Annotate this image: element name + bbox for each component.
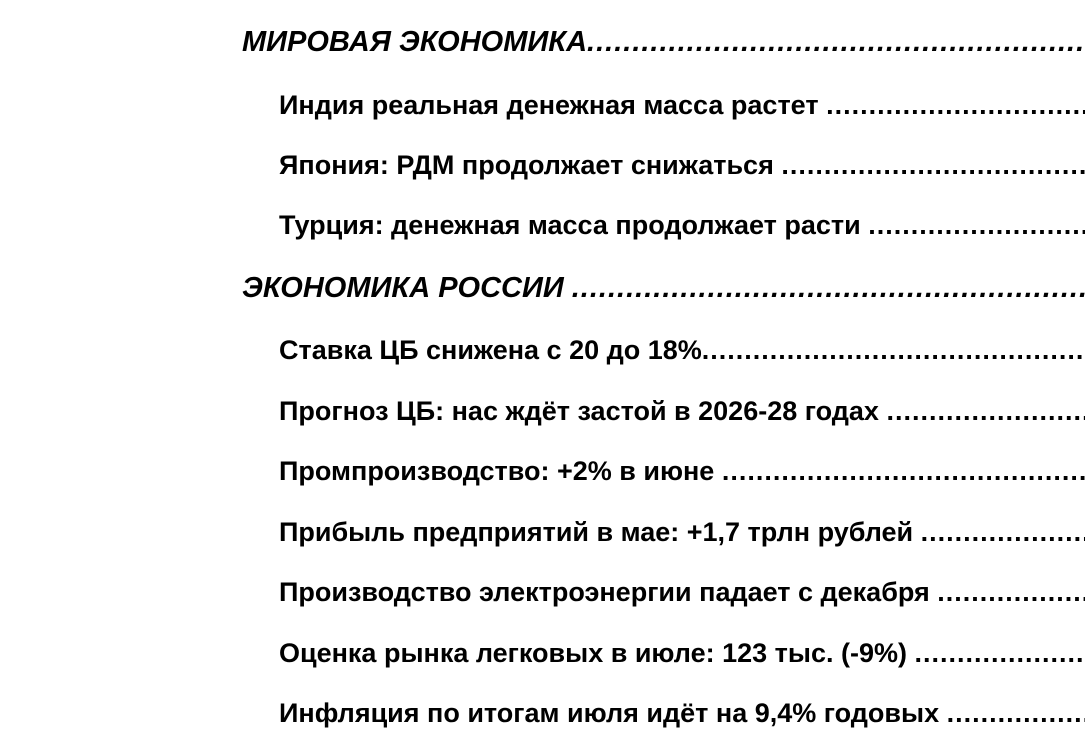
toc-entry-title: Прибыль предприятий в мае: +1,7 трлн рублей (279, 517, 921, 547)
toc-dot-leader (886, 392, 1085, 430)
toc-entry-title: Промпроизводство: +2% в июне (279, 456, 722, 486)
toc-entry-india[interactable] (279, 86, 1085, 124)
toc-entry-industrial-production[interactable] (279, 452, 1085, 490)
toc-entry-car-market[interactable] (279, 634, 1085, 672)
toc-entry-cb-forecast[interactable] (279, 392, 1085, 430)
toc-section-world-economy[interactable] (242, 22, 1085, 62)
toc-dot-leader (781, 146, 1085, 184)
toc-dot-leader (914, 634, 1085, 672)
toc-entry-title: Турция: денежная масса продолжает расти (279, 210, 869, 240)
toc-entry-inflation[interactable] (279, 694, 1085, 732)
toc-dot-leader (826, 86, 1085, 124)
toc-entry-turkey[interactable] (279, 206, 1085, 244)
toc-entry-title: Производство электроэнергии падает с декабря (279, 577, 938, 607)
toc-entry-title: Индия реальная денежная масса растет (279, 90, 827, 120)
toc-dot-leader (722, 452, 1085, 490)
toc-dot-leader (868, 206, 1085, 244)
toc-dot-leader (702, 331, 1085, 369)
toc-dot-leader (937, 573, 1085, 611)
toc-entry-title: Япония: РДМ продолжает снижаться (279, 150, 782, 180)
toc-section-title: МИРОВАЯ ЭКОНОМИКА (242, 26, 588, 58)
toc-dot-leader (572, 268, 1085, 308)
toc-entry-title: Инфляция по итогам июля идёт на 9,4% годовых (279, 698, 947, 728)
toc-entry-japan[interactable] (279, 146, 1085, 184)
toc-dot-leader (587, 22, 1085, 62)
toc-entry-title: Прогноз ЦБ: нас ждёт застой в 2026-28 годах (279, 396, 887, 426)
toc-dot-leader (947, 694, 1085, 732)
toc-entry-title: Оценка рынка легковых в июле: 123 тыс. (-9%) (279, 638, 915, 668)
toc-entry-title: Ставка ЦБ снижена с 20 до 18% (279, 335, 702, 365)
toc-section-title: ЭКОНОМИКА РОССИИ (242, 272, 572, 304)
toc-section-russia-economy[interactable] (242, 268, 1085, 308)
toc-entry-cb-rate[interactable] (279, 331, 1085, 369)
toc-entry-enterprise-profit[interactable] (279, 513, 1085, 551)
toc-dot-leader (921, 513, 1085, 551)
toc-entry-electricity-production[interactable] (279, 573, 1085, 611)
